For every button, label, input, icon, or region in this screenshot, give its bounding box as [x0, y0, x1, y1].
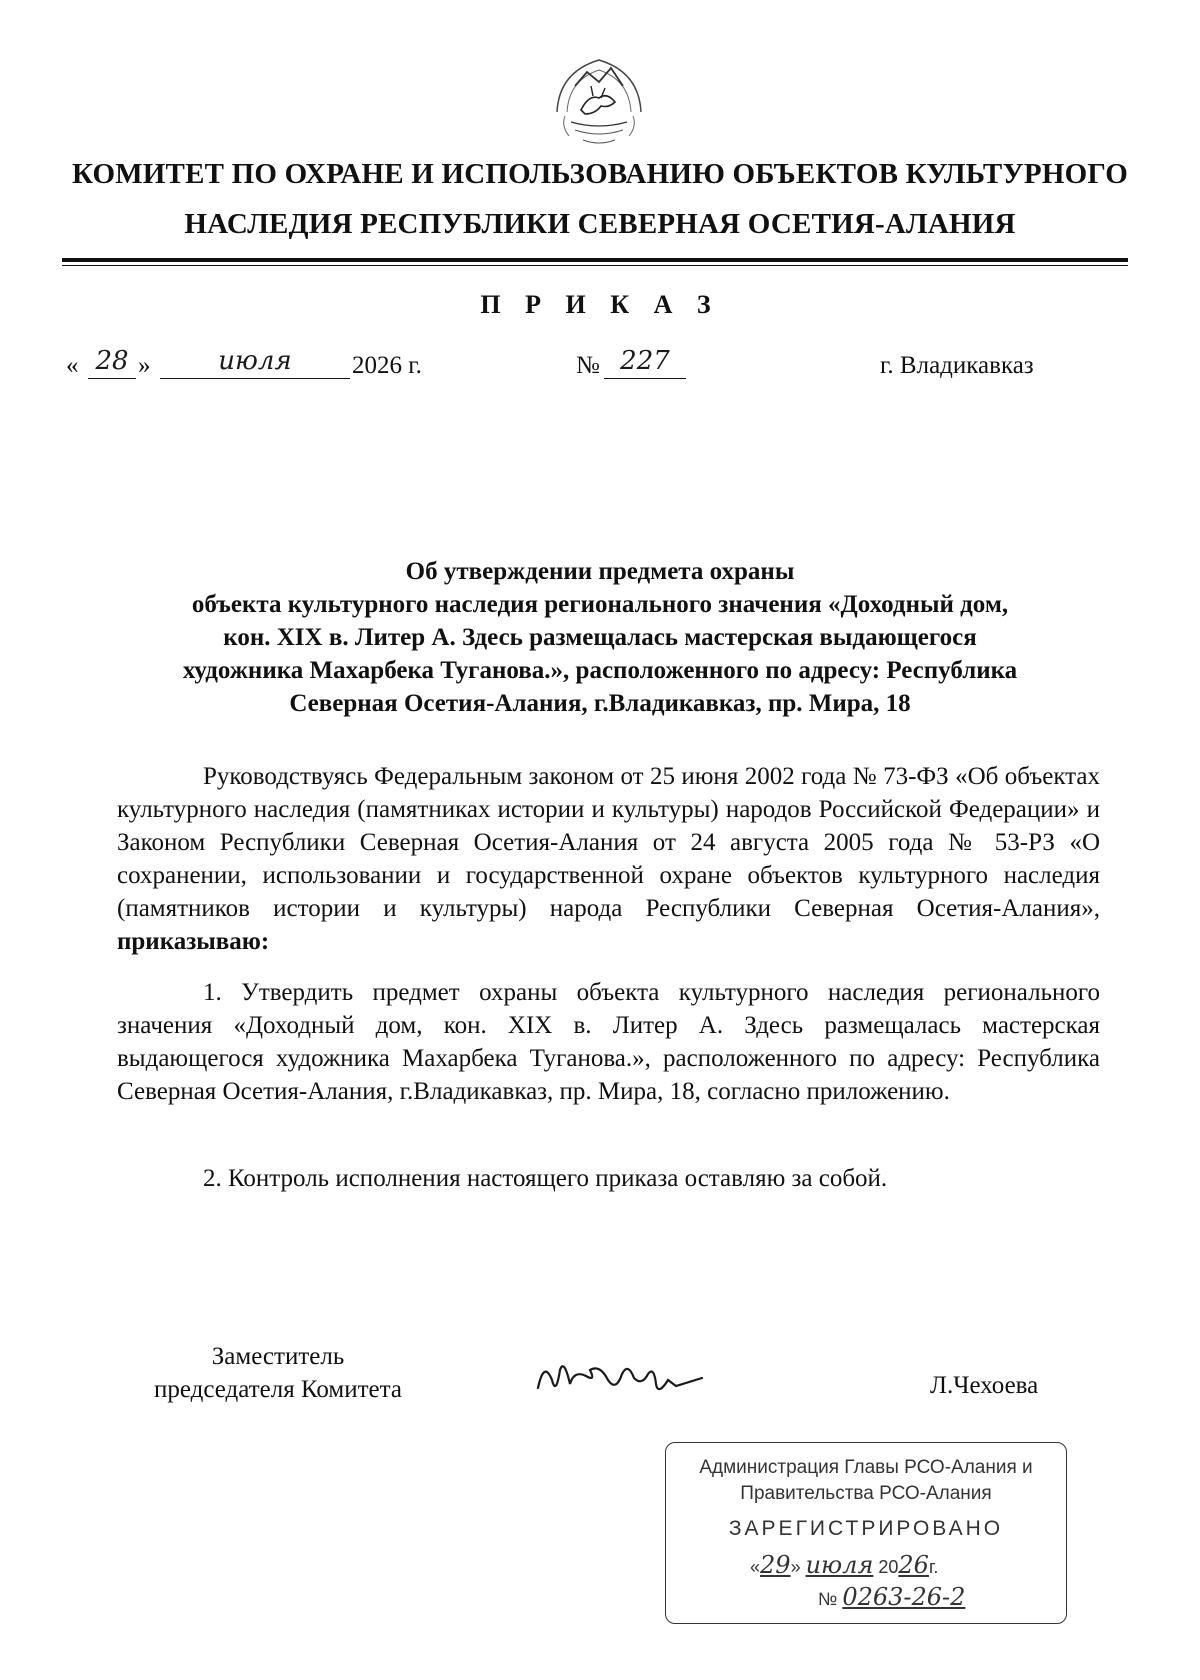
- organization-name-line2: НАСЛЕДИЯ РЕСПУБЛИКИ СЕВЕРНАЯ ОСЕТИЯ-АЛАНИЯ: [184, 208, 1016, 240]
- date-month: июля: [160, 346, 350, 379]
- stamp-authority-line1: Администрация Главы РСО-Алания и: [699, 1457, 1033, 1478]
- stamp-year-prefix: 20: [878, 1557, 899, 1577]
- order-number: 227: [604, 346, 686, 379]
- signer-position-line2: председателя Комитета: [154, 1376, 402, 1403]
- city: г. Владикавказ: [880, 352, 1034, 379]
- order-subject: [110, 555, 1090, 720]
- stamp-date-quote-close: »: [790, 1557, 801, 1577]
- stamp-status: ЗАРЕГИСТРИРОВАНО: [728, 1517, 1004, 1540]
- subject-line: художника Махарбека Туганова.», расположенного по адресу: Республика: [182, 657, 1018, 684]
- document-title: П Р И К А З: [480, 290, 720, 319]
- header-divider-thin: [62, 265, 1128, 266]
- registration-stamp: [665, 1442, 1067, 1624]
- stamp-date-day: 29: [760, 1551, 791, 1579]
- handwritten-signature: [530, 1340, 730, 1410]
- date-quote-open: «: [66, 352, 79, 379]
- subject-line: Северная Осетия-Алания, г.Владикавказ, пр. Мира, 18: [289, 690, 911, 717]
- stamp-number-label: №: [818, 1589, 838, 1609]
- coat-of-arms-emblem: [545, 52, 653, 152]
- preamble-paragraph: [117, 760, 1100, 958]
- signer-position-line1: Заместитель: [211, 1343, 345, 1370]
- stamp-authority-line2: Правительства РСО-Алания: [740, 1483, 992, 1504]
- organization-name-line1: КОМИТЕТ ПО ОХРАНЕ И ИСПОЛЬЗОВАНИЮ ОБЪЕКТОВ КУЛЬТУРНОГО: [71, 158, 1129, 190]
- order-item-1: 1. Утвердить предмет охраны объекта культурного наследия регионального значения «Доходный дом, кон. XIX в. Литер А. Здесь размещалась мастерская выдающегося художника Махарбека Туганова.», расположенного по адресу: Республика Северная Осетия-Алания, г.Владикавказ, пр. Мира, 18, согласно приложению.: [117, 979, 1100, 1105]
- order-number-label: №: [576, 352, 600, 379]
- stamp-date-month: июля: [805, 1551, 874, 1579]
- order-item-2: 2. Контроль исполнения настоящего приказа оставляю за собой.: [203, 1165, 888, 1192]
- order-verb: приказываю:: [117, 928, 270, 955]
- subject-line: объекта культурного наследия регионального значения «Доходный дом,: [191, 591, 1009, 618]
- header-divider: [62, 258, 1128, 262]
- stamp-year-suffix: 26: [898, 1551, 929, 1579]
- preamble-text: Руководствуясь Федеральным законом от 25 июня 2002 года № 73-ФЗ «Об объектах культурного наследия (памятниках истории и культуры) народов Российской Федерации» и Законом Республики Северная Осетия-Алания от 24 августа 2005 года № 53-РЗ «О сохранении, использовании и государственной охране объектов культурного наследия (памятников истории и культуры) народа Республики Северная Осетия-Алания»,: [117, 763, 1100, 922]
- stamp-date-quote-open: «: [750, 1557, 761, 1577]
- signer-position: [128, 1340, 428, 1406]
- date-quote-close: »: [138, 352, 151, 379]
- stamp-number-value: 0263-26-2: [842, 1583, 966, 1611]
- subject-line: кон. XIX в. Литер А. Здесь размещалась мастерская выдающегося: [223, 624, 977, 651]
- subject-line: Об утверждении предмета охраны: [405, 558, 795, 585]
- date-day: 28: [88, 346, 136, 379]
- date-year: 2026 г.: [352, 352, 422, 379]
- signer-name: Л.Чехоева: [930, 1372, 1039, 1399]
- stamp-date: [750, 1551, 938, 1579]
- stamp-year-unit: г.: [928, 1557, 939, 1577]
- stamp-number: [818, 1583, 965, 1611]
